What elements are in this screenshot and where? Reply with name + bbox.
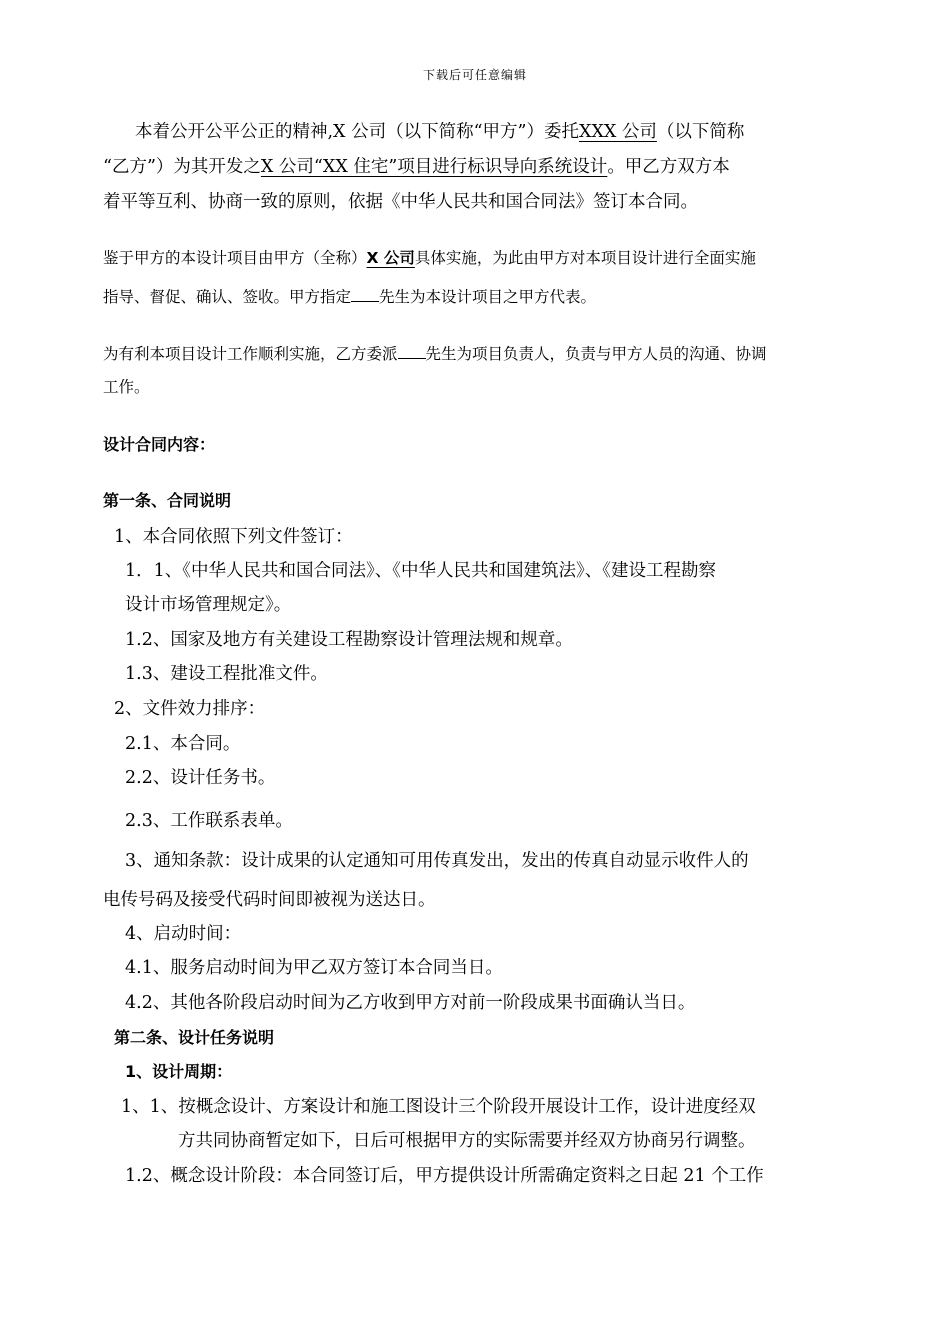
party-a-rep-blank [351, 287, 379, 302]
art1-item-2: 2、文件效力排序： [114, 699, 266, 719]
intro-line-1: 本着公开公平公正的精神,X 公司（以下简称“甲方”）委托XXX 公司（以下简称 [135, 122, 745, 142]
art1-item-1-3: 1.3、建设工程批准文件。 [125, 664, 328, 684]
party-b-rep-blank [398, 344, 426, 359]
art1-item-2-3: 2.3、工作联系表单。 [125, 811, 293, 831]
art2-item-1: 1、设计周期： [125, 1062, 233, 1081]
party-b-name: XXX 公司 [578, 122, 657, 142]
art2-item-1-1-line-1: 1、1、按概念设计、方案设计和施工图设计三个阶段开展设计工作，设计进度经双 [121, 1097, 756, 1117]
art1-item-2-1: 2.1、本合同。 [125, 734, 241, 754]
p3-line-1: 为有利本项目设计工作顺利实施，乙方委派 先生为项目负责人，负责与甲方人员的沟通、协调 [103, 345, 767, 363]
p2-line-1: 鉴于甲方的本设计项目由甲方（全称）X 公司具体实施，为此由甲方对本项目设计进行全面实施 [103, 249, 756, 267]
page-header: 下载后可任意编辑 [422, 68, 527, 82]
art1-item-3-line-1: 3、通知条款：设计成果的认定通知可用传真发出，发出的传真自动显示收件人的 [125, 851, 749, 871]
art1-item-3-line-2: 电传号码及接受代码时间即被视为送达日。 [103, 890, 436, 910]
article-2-title: 第二条、设计任务说明 [114, 1028, 275, 1047]
art1-item-1-1-line-1: 1．1、《中华人民共和国合同法》、《中华人民共和国建筑法》、《建设工程勘察 [125, 561, 717, 581]
project-name: X 公司“XX 住宅”项目进行标识导向系统设计 [260, 157, 608, 177]
art2-item-1-1-line-2: 方共同协商暂定如下，日后可根据甲方的实际需要并经双方协商另行调整。 [178, 1131, 756, 1151]
art1-item-1: 1、本合同依照下列文件签订： [114, 527, 353, 547]
p2-line-2: 指导、督促、确认、签收。甲方指定 先生为本设计项目之甲方代表。 [103, 288, 597, 306]
art2-item-1-2: 1.2、概念设计阶段：本合同签订后，甲方提供设计所需确定资料之日起 21 个工作 [125, 1166, 764, 1186]
art1-item-4-2: 4.2、其他各阶段启动时间为乙方收到甲方对前一阶段成果书面确认当日。 [125, 993, 696, 1013]
party-a-fullname: X 公司 [366, 249, 415, 267]
art1-item-4: 4、启动时间： [125, 924, 242, 944]
art1-item-1-2: 1.2、国家及地方有关建设工程勘察设计管理法规和规章。 [125, 630, 573, 650]
intro-line-3: 着平等互利、协商一致的原则，依据《中华人民共和国合同法》签订本合同。 [103, 192, 698, 212]
contents-title: 设计合同内容： [103, 435, 216, 454]
p3-line-2: 工作。 [103, 378, 150, 396]
article-1-title: 第一条、合同说明 [103, 491, 232, 510]
art1-item-4-1: 4.1、服务启动时间为甲乙双方签订本合同当日。 [125, 958, 503, 978]
intro-line-2: “乙方”）为其开发之X 公司“XX 住宅”项目进行标识导向系统设计。甲乙方双方本 [103, 157, 730, 177]
art1-item-1-1-line-2: 设计市场管理规定》。 [125, 595, 292, 615]
art1-item-2-2: 2.2、设计任务书。 [125, 768, 276, 788]
